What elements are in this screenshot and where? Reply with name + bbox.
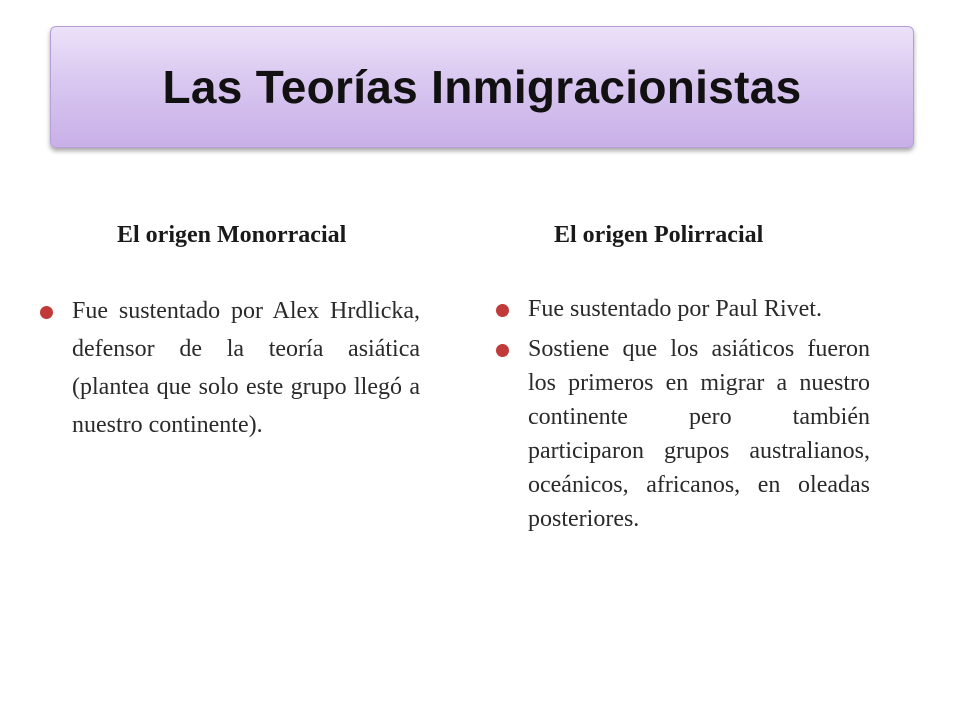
bullet-dot-icon bbox=[496, 304, 509, 317]
bullet-text: Fue sustentado por Paul Rivet. bbox=[528, 296, 822, 322]
left-column-heading: El origen Monorracial bbox=[117, 222, 347, 248]
title-banner bbox=[50, 26, 914, 148]
list-item bbox=[494, 292, 870, 326]
slide-title: Las Teorías Inmigracionistas bbox=[162, 61, 802, 113]
list-item bbox=[494, 332, 870, 536]
right-column-heading: El origen Polirracial bbox=[554, 222, 764, 248]
right-bullet-list bbox=[494, 292, 870, 542]
bullet-text: Fue sustentado por Alex Hrdlicka, defensor de la teoría asiática (plantea que solo este grupo llegó a nuestro continente). bbox=[72, 298, 420, 438]
bullet-text: Sostiene que los asiáticos fueron los primeros en migrar a nuestro continente pero también participaron grupos australianos, oceánicos, africanos, en oleadas posteriores. bbox=[528, 336, 870, 532]
bullet-dot-icon bbox=[40, 306, 53, 319]
bullet-dot-icon bbox=[496, 344, 509, 357]
list-item bbox=[38, 292, 420, 444]
left-bullet-list bbox=[38, 292, 420, 450]
